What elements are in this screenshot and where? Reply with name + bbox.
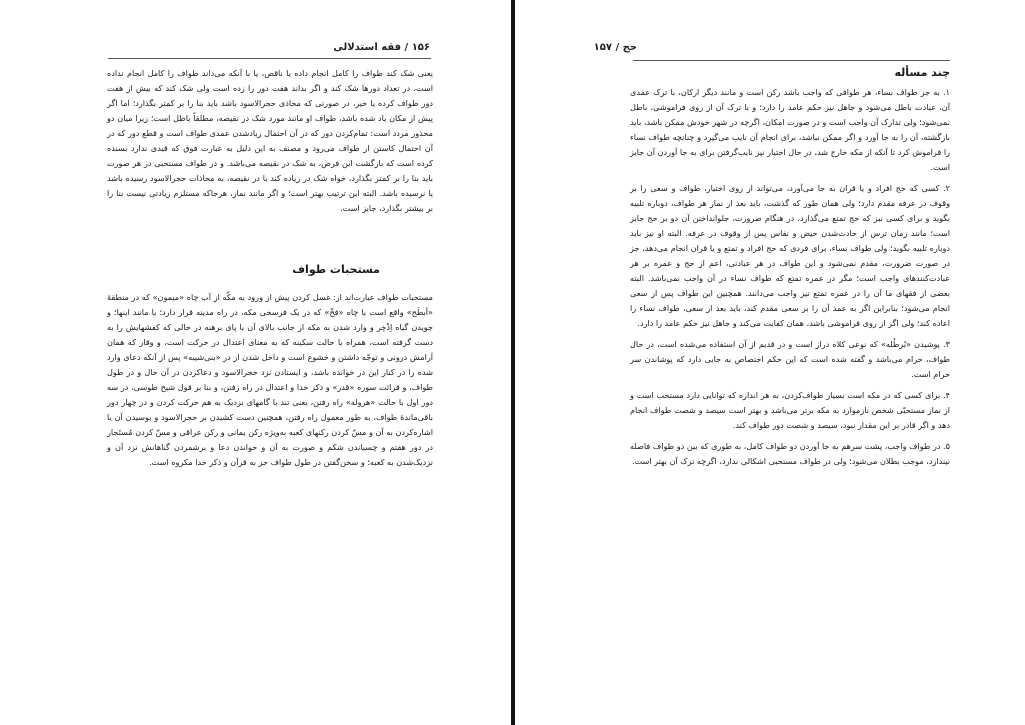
right-page: [515, 0, 1025, 725]
issue-item: ۵. در طواف واجب، پشت سرهم به جا آوردن دو طواف کامل، به طوری که بین دو طواف فاصله نیندازد، موجب بطلان می‌شود؛ ولی در طواف مستحبی اشکالی ندارد، اگرچه ترک آن بهتر است.: [630, 441, 950, 466]
left-page-header: ۱۵۶ / فقه استدلالی: [333, 42, 430, 53]
right-page-header: حج / ۱۵۷: [593, 42, 637, 53]
left-section-title: مستحبات طواف: [292, 263, 380, 276]
issue-item: ۱. به جز طواف نساء، هر طوافی که واجب باشد رکن است و مانند دیگر ارکان، با ترک عمدی آن، عبادت باطل می‌شود و جاهل نیز حکم عامد را دارد؛ و با ترک آن از روی فراموشی، باطل نمی‌شود؛ ولی تدارک آن واجب است و در صورت امکان، اگرچه در شهر خودش ممکن باشد، باید بازگشته، آن را به جا آورد و اگر ممکن نباشد، برای انجام آن نایب می‌گیرد و چنانچه طواف نساء را فراموش کرد تا آنکه از مکه خارج شد، در حال اختیار نیز نایب‌گرفتن برای به جا آوردن آن جایز است.: [630, 87, 950, 172]
right-body-text: [630, 85, 950, 469]
left-paragraph-1: یعنی شک کند طواف را کامل انجام داده یا ناقص، یا با آنکه می‌داند طواف را کامل انجام نداده است، در تعداد دورها شک کند و اگر بداند هفت دور را زده است ولی شک کند که بیش از هفت دور طواف کرده یا خیر، در صورتی که محاذی حجرالاسود باشد باید بنا را بر کمتر بگذارد؛ اما اگر پیش از مکان یاد شده باشد، طواف او مانند مورد شک در نقیصه، مطلقاً باطل است؛ زیرا میان دو محذور مردد است: تمام‌کردن دور که در آن احتمال زیادشدن عمدی طواف است و قطع دور که در آن احتمال کاستن از طواف می‌رود و مصنف به این دلیل به عبارت فوق که قیدی ندارد بسنده کرده است که بازگشت این فرض، به شک در نقیصه می‌باشد. و در طواف مستحبی در هر صورت باید بنا را بر کمتر بگذارد، خواه شک در زیاده کند یا در نقیصه، به محاذات حجرالاسود رسیده باشد یا نرسیده باشد. البته این ترتیب بهتر است؛ و اگر مانند نماز، هرجاکه مستلزم زیادتی نیست بنا را بر بیشتر بگذارد، جایز است.: [107, 68, 433, 213]
left-body-text: [107, 66, 433, 216]
left-page: [0, 0, 512, 725]
right-section-title: چند مسأله: [894, 66, 950, 79]
left-paragraph-2: مستحبات طواف عبارت‌اند از: غسل کردن پیش از ورود به مکّه از آب چاه «میمون» که در منطقهٔ «أبطَح» واقع است یا چاه «فخّ» که در یک فرسخی مکه، در راه مدینه قرار دارد؛ یا مانند اینها؛ و جویدن گیاه اِذْخِر و وارد شدن به مکه از جانب بالای آن با پای برهنه در حالی که کفشهایش را به دست گرفته است، همراه با حالت سکینه که به معنای اعتدال در حرکت است، و وقار که همان آرامش درونی و توجّه داشتن و خشوع است و داخل شدن از در «بنی‌شیبه» پس از آنکه دعای وارد شده را در کنار این در خوانده باشد، و ایستادن نزد حجرالاسود و دعاکردن در آن حال و در طول طواف، و قرائت سوره «قدر» و ذکر خدا و اعتدال در راه رفتن، و بنا بر قول شیخ طوسی، در سه دور اول با حالت «هروله» راه رفتن، یعنی تند با گامهای نزدیک به هم حرکت کردن و در چهار دور باقی‌ماندهٔ طواف، به طور معمول راه رفتن، همچنین دست کشیدن بر حجرالاسود و بوسیدن آن یا اشاره‌کردن به آن و مسّ کردن رکنهای کعبه به‌ویژه رکن یمانی و رکن عراقی و مسّ کردن مُستَجار در دور هفتم و چسباندن شکم و صورت به آن و خواندن دعا و برشمردن گناهانش نزد آن و نزدیک‌شدن به کعبه؛ و سخن‌گفتن در طول طواف جز به قرآن و ذکر خدا مکروه است.: [107, 292, 433, 467]
issue-item: ۳. پوشیدن «بُرطُله» که نوعی کلاه دراز است و در قدیم از آن استفاده می‌شده است، در حال طواف، حرام می‌باشد و گفته شده است که این حکم اختصاص به جایی دارد که پوشاندن سر حرام است.: [630, 339, 950, 379]
right-header-rule: [633, 60, 950, 61]
left-section-text: [107, 290, 433, 470]
left-header-rule: [108, 58, 431, 59]
issue-item: ۲. کسی که حج افراد و یا قران به جا می‌آورد، می‌تواند از روی اختیار، طواف و سعی را بر وقوف در عرفه مقدم دارد؛ ولی همان طور که گذشت، باید بعد از نماز هر طواف، دوباره تلبیه بگوید و برای کسی نیز که حج تمتع می‌گذارد، در هنگام ضرورت، جلوانداختن آن دو بر حج جایز است؛ مانند زمان ترس از حادث‌شدن حیض و نفاس پس از وقوف در عرفه. البته او نیز باید دوباره تلبیه بگوید؛ ولی طواف نساء، برای فردی که حج افراد و تمتع و یا قران انجام می‌دهد، جز در صورت ضرورت، مقدم نمی‌شود و این طواف در هر عبادتی، اعم از حج و عمره بر هر عبادت‌کنندهای واجب است؛ مگر در عمره تمتع که طواف نساء در آن واجب نمی‌باشد. البته بعضی از فقهای ما آن را در عمره تمتع نیز واجب می‌دانند. همچنین این طواف پس از سعی انجام می‌شود؛ بنابراین اگر به عمد آن را بر سعی مقدم کند، باید بعد از سعی، طواف نساء را اعاده کند؛ ولی اگر از روی فراموشی باشد، همان کفایت می‌کند و جاهل نیز حکم عامد را دارد.: [630, 183, 950, 328]
issue-item: ۴. برای کسی که در مکه است بسیار طواف‌کردن، به هر اندازه که توانایی دارد مستحب است و از نماز مستحبّی شخص نازموارد به مکه برتر می‌باشد و بهتر است سیصد و شصت طواف انجام دهد و اگر قادر بر این مقدار نبود، سیصد و شصت دور طواف کند.: [630, 390, 950, 430]
